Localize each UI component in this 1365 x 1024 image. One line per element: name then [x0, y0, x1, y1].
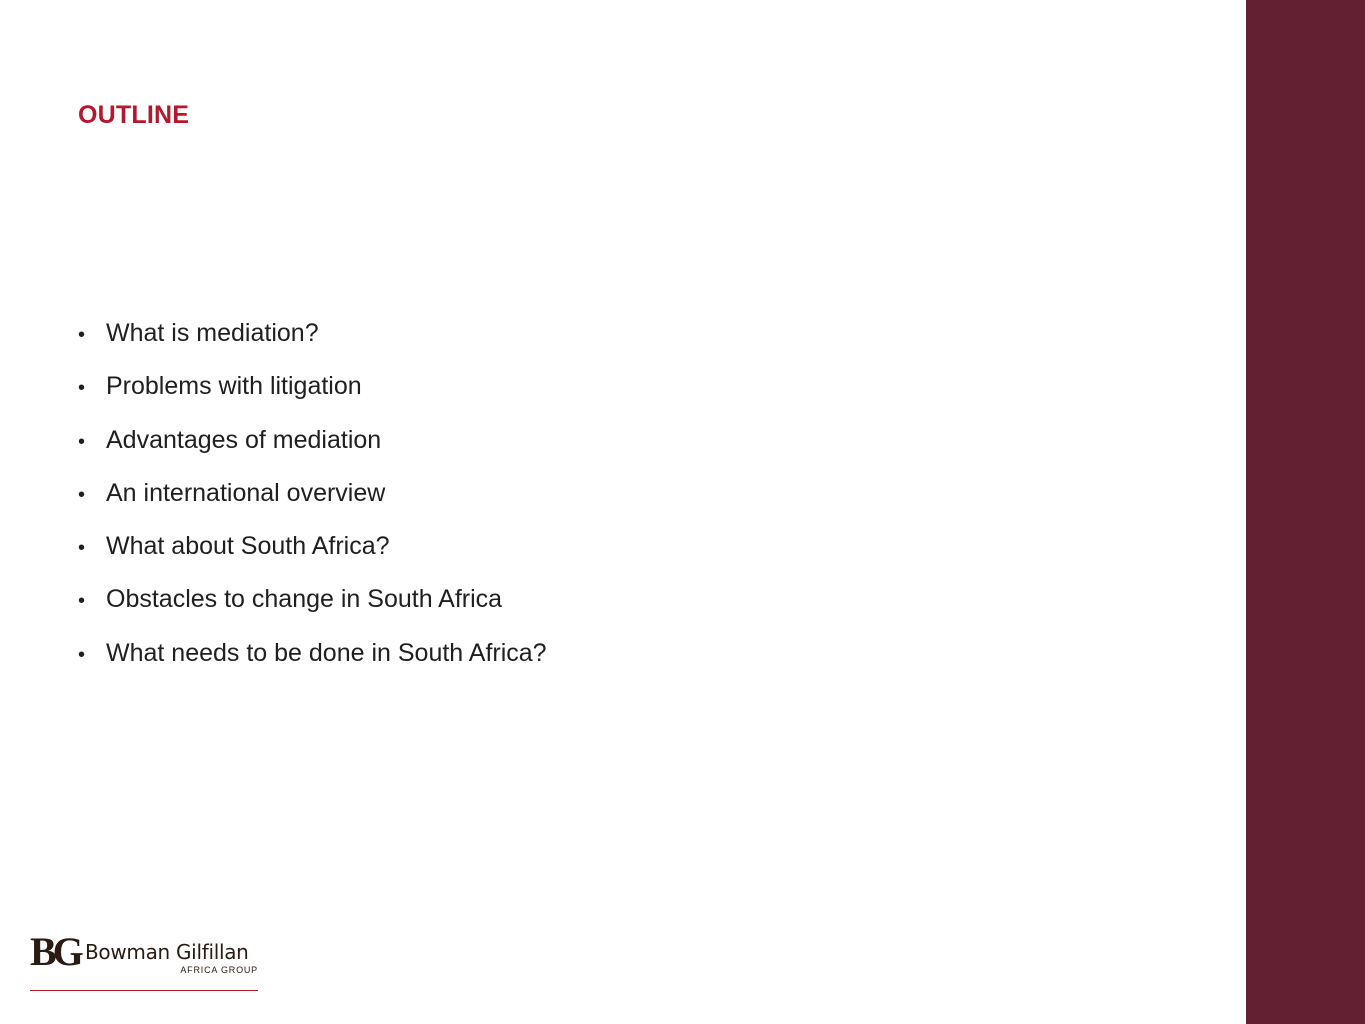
- list-item: [78, 316, 547, 369]
- bullet-icon: •: [78, 377, 86, 400]
- list-item-text: What about South Africa?: [106, 532, 390, 561]
- company-logo: [30, 929, 258, 992]
- bullet-icon: •: [78, 537, 86, 560]
- list-item-text: What is mediation?: [106, 319, 319, 347]
- logo-underline: [30, 990, 258, 991]
- bullet-icon: •: [78, 590, 86, 613]
- side-accent-bar: [1246, 0, 1365, 1024]
- bullet-icon: •: [78, 324, 86, 346]
- bullet-icon: •: [78, 643, 86, 666]
- logo-name: Bowman Gilfillan: [85, 940, 249, 964]
- bullet-icon: •: [78, 430, 86, 453]
- list-item: [78, 369, 547, 422]
- list-item: [78, 476, 547, 529]
- list-item: [78, 423, 547, 476]
- list-item-text: Advantages of mediation: [106, 425, 382, 454]
- list-item-text: Problems with litigation: [106, 372, 362, 401]
- list-item-text: What needs to be done in South Africa?: [106, 638, 547, 667]
- slide-title: OUTLINE: [78, 101, 190, 129]
- logo-mark: BG: [30, 929, 80, 974]
- list-item-text: Obstacles to change in South Africa: [106, 585, 503, 614]
- list-item: [78, 582, 547, 635]
- list-item: [78, 636, 547, 689]
- logo-subtitle: AFRICA GROUP: [180, 965, 258, 975]
- list-item-text: An international overview: [106, 478, 386, 507]
- list-item: [78, 529, 547, 582]
- outline-list: [78, 316, 547, 689]
- bullet-icon: •: [78, 483, 86, 506]
